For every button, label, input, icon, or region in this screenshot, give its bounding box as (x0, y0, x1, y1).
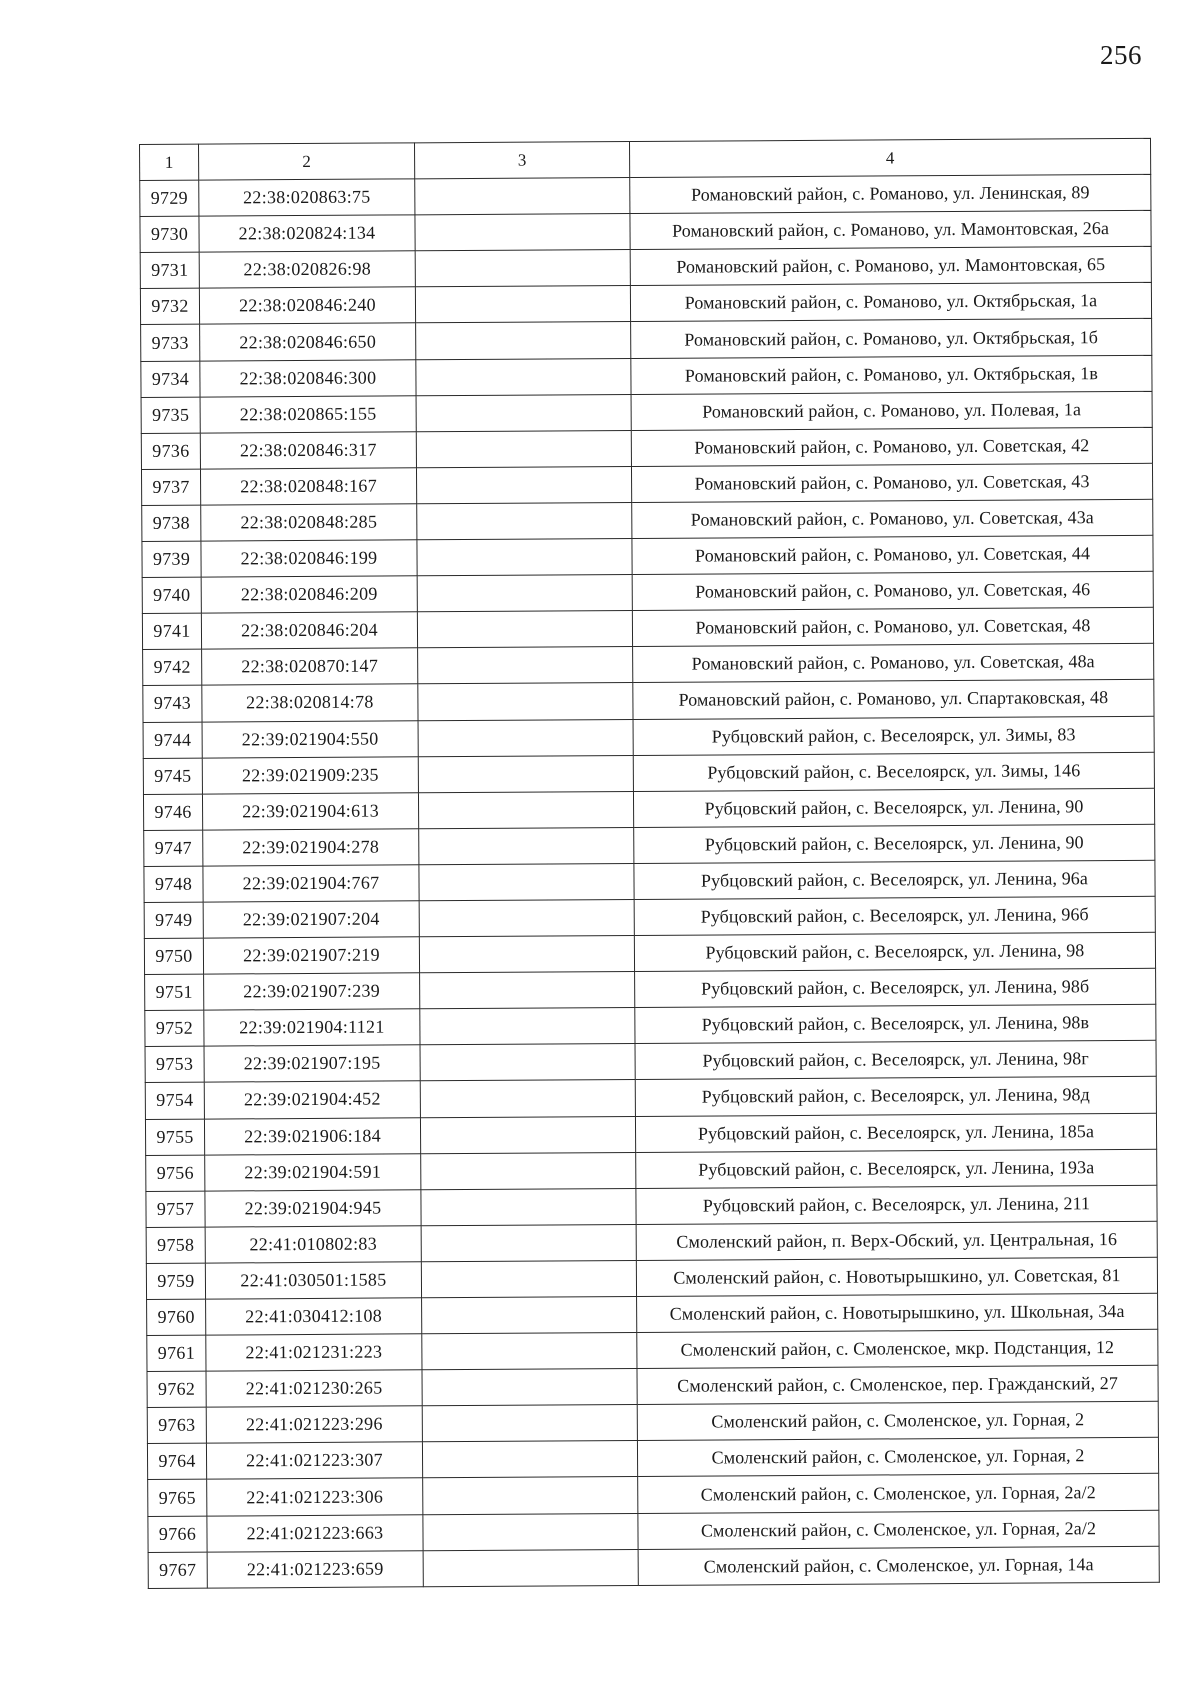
table-row (140, 174, 1151, 216)
cadastral-number: 22:41:021231:223 (206, 1334, 422, 1371)
row-number: 9731 (140, 252, 199, 288)
cadastral-number: 22:38:020824:134 (199, 215, 415, 252)
row-number: 9747 (144, 830, 203, 866)
address: Романовский район, с. Романово, ул. Мамонтовская, 65 (630, 247, 1151, 286)
address: Романовский район, с. Романово, ул. Советская, 43 (631, 463, 1152, 502)
table-row (147, 1438, 1158, 1480)
address: Романовский район, с. Романово, ул. Октябрьская, 1б (631, 319, 1152, 358)
table-row (141, 427, 1152, 469)
cadastral-number: 22:41:021223:659 (207, 1550, 423, 1587)
empty-cell (418, 719, 633, 756)
row-number: 9753 (145, 1046, 204, 1082)
empty-cell (416, 430, 631, 467)
table-row (146, 1221, 1157, 1263)
address: Смоленский район, с. Смоленское, ул. Горная, 2 (637, 1438, 1158, 1477)
empty-cell (416, 358, 631, 395)
empty-cell (421, 1188, 636, 1225)
header-row (140, 138, 1151, 180)
table-row (148, 1546, 1159, 1588)
page-number: 256 (1100, 40, 1142, 70)
empty-cell (421, 1224, 636, 1261)
empty-cell (419, 863, 634, 900)
cadastral-number: 22:41:030501:1585 (205, 1262, 421, 1299)
row-number: 9745 (143, 758, 202, 794)
table-row (143, 788, 1154, 830)
address: Рубцовский район, с. Веселоярск, ул. Зимы, 83 (633, 716, 1154, 755)
empty-cell (421, 1260, 636, 1297)
empty-cell (420, 1008, 635, 1045)
address: Рубцовский район, с. Веселоярск, ул. Ленина, 98б (635, 968, 1156, 1007)
cadastral-number: 22:38:020870:147 (202, 648, 418, 685)
row-number: 9754 (145, 1083, 204, 1119)
cadastral-number: 22:39:021907:204 (203, 901, 419, 938)
address: Романовский район, с. Романово, ул. Октябрьская, 1в (631, 355, 1152, 394)
cadastral-number: 22:41:021223:306 (207, 1478, 423, 1515)
empty-cell (422, 1296, 637, 1333)
table-row (140, 211, 1151, 253)
row-number: 9736 (141, 433, 200, 469)
row-number: 9743 (143, 686, 202, 722)
table-row (143, 644, 1154, 686)
table-row (141, 463, 1152, 505)
address: Рубцовский район, с. Веселоярск, ул. Ленина, 98д (635, 1077, 1156, 1116)
empty-cell (422, 1369, 637, 1406)
cadastral-number: 22:38:020846:199 (201, 540, 417, 577)
empty-cell (415, 250, 630, 287)
header-cell-col4: 4 (629, 138, 1150, 177)
empty-cell (415, 178, 630, 215)
empty-cell (417, 502, 632, 539)
empty-cell (423, 1477, 638, 1514)
row-number: 9765 (148, 1480, 207, 1516)
row-number: 9767 (148, 1552, 207, 1588)
table-row (145, 1113, 1156, 1155)
empty-cell (423, 1549, 638, 1586)
row-number: 9748 (144, 866, 203, 902)
address: Смоленский район, с. Смоленское, ул. Горная, 2 (637, 1402, 1158, 1441)
row-number: 9734 (141, 361, 200, 397)
table-body (140, 174, 1160, 1588)
row-number: 9766 (148, 1516, 207, 1552)
table-row (141, 355, 1152, 397)
table-row (147, 1329, 1158, 1371)
table-row (142, 499, 1153, 541)
registry-table (139, 138, 1160, 1589)
address: Рубцовский район, с. Веселоярск, ул. Ленина, 98г (635, 1041, 1156, 1080)
empty-cell (419, 827, 634, 864)
cadastral-number: 22:39:021909:235 (202, 756, 418, 793)
row-number: 9764 (147, 1443, 206, 1479)
row-number: 9757 (146, 1191, 205, 1227)
empty-cell (420, 1116, 635, 1153)
address: Романовский район, с. Романово, ул. Спартаковская, 48 (633, 680, 1154, 719)
table-row (148, 1510, 1159, 1552)
table-row (145, 1041, 1156, 1083)
cadastral-number: 22:39:021904:1121 (204, 1009, 420, 1046)
table-row (146, 1149, 1157, 1191)
table-row (144, 824, 1155, 866)
cadastral-number: 22:39:021904:550 (202, 720, 418, 757)
row-number: 9742 (143, 649, 202, 685)
address: Романовский район, с. Романово, ул. Полевая, 1а (631, 391, 1152, 430)
address: Романовский район, с. Романово, ул. Советская, 42 (631, 427, 1152, 466)
row-number: 9739 (142, 541, 201, 577)
cadastral-number: 22:39:021904:452 (204, 1081, 420, 1118)
table-row (143, 716, 1154, 758)
cadastral-number: 22:41:021230:265 (206, 1370, 422, 1407)
address: Смоленский район, п. Верх-Обский, ул. Центральная, 16 (636, 1221, 1157, 1260)
table-row (148, 1474, 1159, 1516)
row-number: 9761 (147, 1335, 206, 1371)
address: Рубцовский район, с. Веселоярск, ул. Ленина, 193а (636, 1149, 1157, 1188)
address: Смоленский район, с. Новотырышкино, ул. Советская, 81 (636, 1257, 1157, 1296)
address: Рубцовский район, с. Веселоярск, ул. Ленина, 98в (635, 1005, 1156, 1044)
table-row (142, 571, 1153, 613)
address: Романовский район, с. Романово, ул. Советская, 48 (632, 608, 1153, 647)
cadastral-number: 22:39:021904:767 (203, 865, 419, 902)
address: Романовский район, с. Романово, ул. Советская, 48а (633, 644, 1154, 683)
row-number: 9741 (142, 613, 201, 649)
row-number: 9758 (146, 1227, 205, 1263)
row-number: 9733 (141, 325, 200, 361)
row-number: 9730 (140, 216, 199, 252)
empty-cell (422, 1405, 637, 1442)
table-row (146, 1185, 1157, 1227)
address: Смоленский район, с. Смоленское, ул. Горная, 14а (638, 1546, 1159, 1585)
row-number: 9744 (143, 722, 202, 758)
empty-cell (419, 899, 634, 936)
table-row (140, 283, 1151, 325)
address: Смоленский район, с. Новотырышкино, ул. Школьная, 34а (637, 1293, 1158, 1332)
empty-cell (420, 972, 635, 1009)
cadastral-number: 22:39:021904:591 (205, 1153, 421, 1190)
cadastral-number: 22:38:020848:285 (201, 504, 417, 541)
cadastral-number: 22:38:020846:240 (199, 287, 415, 324)
address: Смоленский район, с. Смоленское, пер. Гражданский, 27 (637, 1365, 1158, 1404)
empty-cell (418, 647, 633, 684)
row-number: 9760 (147, 1299, 206, 1335)
cadastral-number: 22:39:021904:945 (205, 1190, 421, 1227)
address: Романовский район, с. Романово, ул. Советская, 43а (632, 499, 1153, 538)
cadastral-number: 22:41:021223:663 (207, 1514, 423, 1551)
cadastral-number: 22:38:020865:155 (200, 395, 416, 432)
table-row (147, 1365, 1158, 1407)
cadastral-number: 22:38:020848:167 (200, 468, 416, 505)
cadastral-number: 22:39:021904:278 (203, 829, 419, 866)
header-cell-col3: 3 (414, 142, 629, 179)
row-number: 9746 (143, 794, 202, 830)
table-row (143, 680, 1154, 722)
address: Рубцовский район, с. Веселоярск, ул. Ленина, 98 (634, 932, 1155, 971)
empty-cell (417, 539, 632, 576)
cadastral-number: 22:38:020846:317 (200, 432, 416, 469)
table-row (144, 932, 1155, 974)
row-number: 9751 (145, 974, 204, 1010)
table-row (140, 247, 1151, 289)
table-row (147, 1293, 1158, 1335)
table-row (142, 535, 1153, 577)
row-number: 9763 (147, 1407, 206, 1443)
row-number: 9729 (140, 180, 199, 216)
row-number: 9749 (144, 902, 203, 938)
row-number: 9756 (146, 1155, 205, 1191)
cadastral-number: 22:39:021906:184 (204, 1117, 420, 1154)
cadastral-number: 22:39:021907:219 (203, 937, 419, 974)
address: Романовский район, с. Романово, ул. Советская, 46 (632, 571, 1153, 610)
empty-cell (418, 683, 633, 720)
cadastral-number: 22:38:020846:300 (200, 359, 416, 396)
header-cell-col2: 2 (199, 143, 415, 180)
empty-cell (422, 1333, 637, 1370)
address: Смоленский район, с. Смоленское, ул. Горная, 2а/2 (638, 1510, 1159, 1549)
table-row (143, 752, 1154, 794)
table-row (146, 1257, 1157, 1299)
address: Романовский район, с. Романово, ул. Ленинская, 89 (630, 174, 1151, 213)
address: Романовский район, с. Романово, ул. Советская, 44 (632, 535, 1153, 574)
address: Рубцовский район, с. Веселоярск, ул. Ленина, 211 (636, 1185, 1157, 1224)
empty-cell (415, 214, 630, 251)
cadastral-number: 22:38:020846:209 (201, 576, 417, 613)
address: Рубцовский район, с. Веселоярск, ул. Зимы, 146 (633, 752, 1154, 791)
address: Романовский район, с. Романово, ул. Октябрьская, 1а (630, 283, 1151, 322)
cadastral-number: 22:38:020814:78 (202, 684, 418, 721)
cadastral-number: 22:39:021907:195 (204, 1045, 420, 1082)
empty-cell (421, 1152, 636, 1189)
row-number: 9738 (142, 505, 201, 541)
cadastral-number: 22:38:020863:75 (199, 179, 415, 216)
empty-cell (418, 755, 633, 792)
cadastral-number: 22:41:030412:108 (206, 1298, 422, 1335)
table-row (145, 1077, 1156, 1119)
cadastral-number: 22:39:021907:239 (204, 973, 420, 1010)
cadastral-number: 22:39:021904:613 (202, 792, 418, 829)
row-number: 9737 (141, 469, 200, 505)
address: Рубцовский район, с. Веселоярск, ул. Ленина, 96б (634, 896, 1155, 935)
table-row (144, 896, 1155, 938)
empty-cell (420, 1044, 635, 1081)
table-row (142, 608, 1153, 650)
address: Рубцовский район, с. Веселоярск, ул. Ленина, 96а (634, 860, 1155, 899)
empty-cell (416, 394, 631, 431)
empty-cell (416, 466, 631, 503)
table-row (145, 968, 1156, 1010)
cadastral-number: 22:41:010802:83 (205, 1226, 421, 1263)
cadastral-number: 22:38:020846:650 (200, 323, 416, 360)
header-cell-col1: 1 (140, 144, 199, 180)
row-number: 9735 (141, 397, 200, 433)
empty-cell (418, 791, 633, 828)
row-number: 9750 (144, 938, 203, 974)
address: Рубцовский район, с. Веселоярск, ул. Ленина, 185а (635, 1113, 1156, 1152)
empty-cell (420, 1080, 635, 1117)
address: Романовский район, с. Романово, ул. Мамонтовская, 26а (630, 211, 1151, 250)
row-number: 9762 (147, 1371, 206, 1407)
address: Рубцовский район, с. Веселоярск, ул. Ленина, 90 (633, 788, 1154, 827)
empty-cell (416, 322, 631, 359)
cadastral-number: 22:41:021223:307 (206, 1442, 422, 1479)
empty-cell (419, 936, 634, 973)
row-number: 9759 (146, 1263, 205, 1299)
cadastral-number: 22:38:020826:98 (199, 251, 415, 288)
table-row (141, 319, 1152, 361)
table-row (141, 391, 1152, 433)
table-row (145, 1005, 1156, 1047)
address: Рубцовский район, с. Веселоярск, ул. Ленина, 90 (634, 824, 1155, 863)
table-row (144, 860, 1155, 902)
row-number: 9740 (142, 577, 201, 613)
row-number: 9732 (140, 289, 199, 325)
row-number: 9755 (145, 1119, 204, 1155)
address: Смоленский район, с. Смоленское, мкр. Подстанция, 12 (637, 1329, 1158, 1368)
empty-cell (415, 286, 630, 323)
cadastral-number: 22:41:021223:296 (206, 1406, 422, 1443)
cadastral-number: 22:38:020846:204 (201, 612, 417, 649)
empty-cell (417, 611, 632, 648)
table-row (147, 1402, 1158, 1444)
empty-cell (417, 575, 632, 612)
row-number: 9752 (145, 1010, 204, 1046)
address: Смоленский район, с. Смоленское, ул. Горная, 2а/2 (638, 1474, 1159, 1513)
empty-cell (423, 1513, 638, 1550)
empty-cell (422, 1441, 637, 1478)
